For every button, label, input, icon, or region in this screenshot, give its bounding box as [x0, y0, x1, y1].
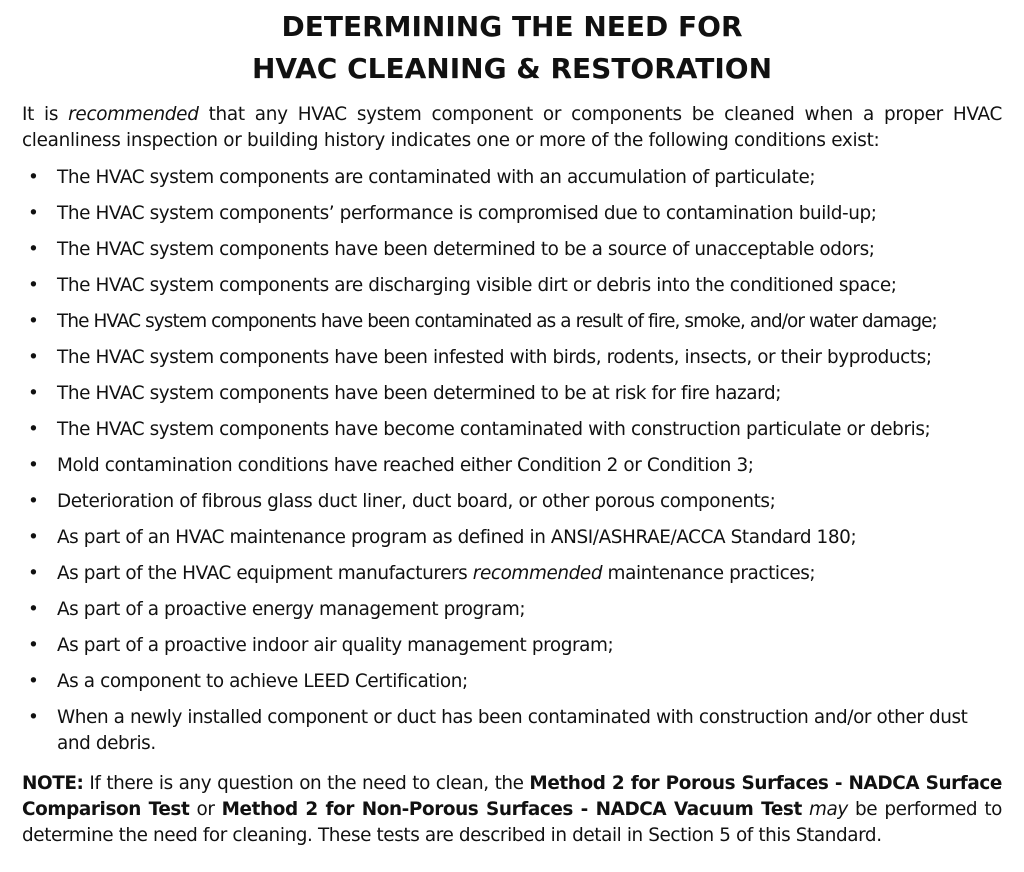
list-item — [22, 669, 1002, 695]
list-item — [22, 345, 1002, 371]
bullet-icon: • — [28, 599, 39, 620]
list-item — [22, 525, 1002, 551]
list-item-text: As part of a proactive energy management program; — [57, 599, 526, 620]
intro-text-after: that any HVAC system component or components be cleaned when a proper HVAC cleanliness inspection or building history indicates one or more of the following conditions exist: — [22, 104, 1003, 151]
note-label: NOTE: — [22, 773, 84, 794]
bullet-icon: • — [28, 311, 38, 332]
note-text-2: or — [189, 799, 222, 820]
list-item — [22, 633, 1002, 659]
title-line-2: HVAC CLEANING & RESTORATION — [251, 52, 773, 85]
bullet-icon: • — [28, 635, 39, 656]
list-item-text: The HVAC system components have been contaminated as a result of fire, smoke, and/or water damage; — [57, 311, 937, 332]
intro-paragraph — [22, 102, 1002, 154]
bullet-icon: • — [28, 563, 39, 584]
list-item-text-after: maintenance practices; — [602, 563, 816, 584]
list-item — [22, 165, 1002, 191]
page-title — [22, 6, 1002, 90]
list-item — [22, 561, 1002, 587]
bullet-icon: • — [28, 275, 39, 296]
list-item — [22, 381, 1002, 407]
list-item-text: The HVAC system components have been determined to be at risk for fire hazard; — [57, 383, 782, 404]
list-item-text: The HVAC system components have been determined to be a source of unacceptable odors; — [57, 239, 875, 260]
note-text-4: be performed to determine the need for cleaning. These tests are described in detail in Section 5 of this Standard. — [22, 799, 1003, 846]
list-item-text: The HVAC system components’ performance is compromised due to contamination build-up; — [57, 203, 877, 224]
bullet-icon: • — [28, 527, 39, 548]
bullet-icon: • — [28, 491, 39, 512]
note-text-3 — [802, 799, 809, 820]
bullet-icon: • — [28, 239, 39, 260]
note-text-1: If there is any question on the need to clean, the — [83, 773, 530, 794]
list-item-text-before: As part of the HVAC equipment manufacturers — [57, 563, 473, 584]
list-item — [22, 453, 1002, 479]
list-item-text — [57, 563, 815, 584]
list-item-text: As a component to achieve LEED Certification; — [57, 671, 468, 692]
note-emphasis: may — [809, 799, 848, 820]
bullet-icon: • — [28, 383, 39, 404]
list-item — [22, 273, 1002, 299]
conditions-list — [22, 165, 1002, 757]
title-line-1: DETERMINING THE NEED FOR — [281, 10, 743, 43]
list-item-text: When a newly installed component or duct has been contaminated with construction and/or other dust and debris. — [57, 707, 968, 754]
list-item — [22, 309, 1002, 335]
bullet-icon: • — [28, 347, 39, 368]
list-item-text: Mold contamination conditions have reached either Condition 2 or Condition 3; — [57, 455, 754, 476]
list-item — [22, 201, 1002, 227]
list-item-text: Deterioration of fibrous glass duct liner, duct board, or other porous components; — [57, 491, 776, 512]
bullet-icon: • — [28, 671, 39, 692]
intro-text-before: It is — [22, 104, 69, 125]
bullet-icon: • — [28, 419, 39, 440]
list-item — [22, 597, 1002, 623]
bullet-icon: • — [28, 455, 39, 476]
intro-emphasis: recommended — [68, 104, 199, 125]
note-paragraph — [22, 771, 1002, 849]
list-item-text: The HVAC system components have been infested with birds, rodents, insects, or their byproducts; — [57, 347, 932, 368]
bullet-icon: • — [28, 167, 39, 188]
list-item-emphasis: recommended — [472, 563, 603, 584]
list-item-text: The HVAC system components are discharging visible dirt or debris into the conditioned space; — [57, 275, 897, 296]
note-method-1: Method 2 for Porous Surfaces - NADCA Surface Comparison Test — [22, 773, 1002, 820]
note-method-2: Method 2 for Non-Porous Surfaces - NADCA Vacuum Test — [221, 799, 802, 820]
list-item-text: The HVAC system components have become contaminated with construction particulate or debris; — [57, 419, 931, 440]
list-item — [22, 417, 1002, 443]
list-item-text: As part of an HVAC maintenance program as defined in ANSI/ASHRAE/ACCA Standard 180; — [57, 527, 857, 548]
list-item-text: The HVAC system components are contaminated with an accumulation of particulate; — [57, 167, 816, 188]
list-item — [22, 705, 1002, 757]
list-item-text: As part of a proactive indoor air quality management program; — [57, 635, 614, 656]
bullet-icon: • — [28, 203, 39, 224]
list-item — [22, 237, 1002, 263]
bullet-icon: • — [28, 707, 39, 728]
list-item — [22, 489, 1002, 515]
